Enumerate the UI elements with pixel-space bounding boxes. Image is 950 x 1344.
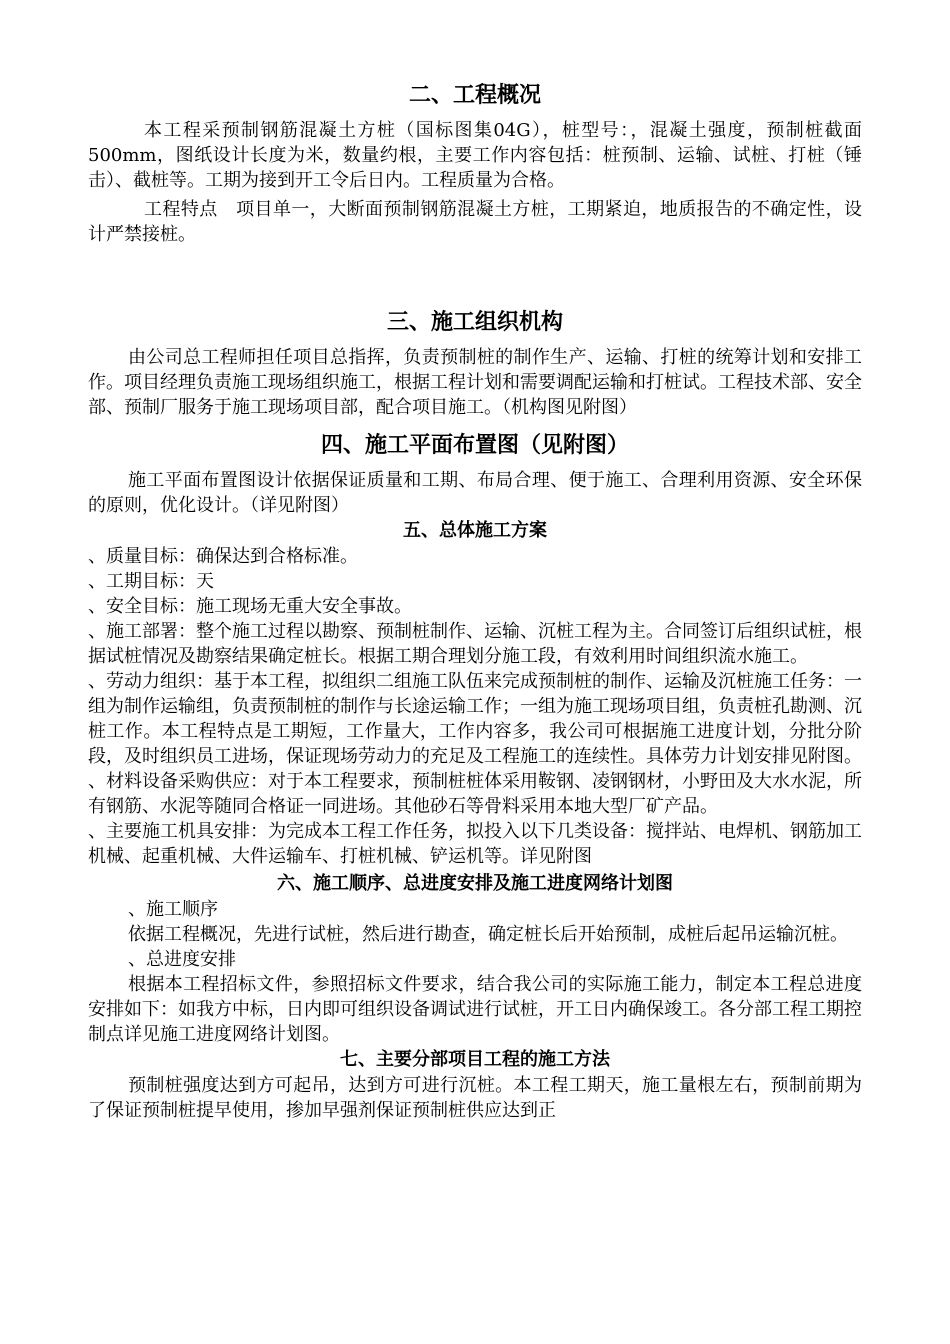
section-3-title: 三、施工组织机构 bbox=[386, 310, 563, 335]
section-2-title: 二、工程概况 bbox=[408, 83, 541, 108]
section-2-paragraph-1: 本工程采预制钢筋混凝土方桩（国标图集04G），桩型号：，混凝土强度，预制桩截面500mm，图纸设计长度为米，数量约根，主要工作内容包括：桩预制、运输、试桩、打桩（锤击）、截桩等。工期为接到开工令后日内。工程质量为合格。 bbox=[88, 120, 862, 191]
section-4-paragraph: 施工平面布置图设计依据保证质量和工期、布局合理、便于施工、合理利用资源、安全环保的原则，优化设计。（详见附图） bbox=[88, 470, 862, 516]
document-page bbox=[88, 78, 862, 1123]
section-4-title: 四、施工平面布置图（见附图） bbox=[320, 433, 629, 458]
section-6-subheading-1: 、施工顺序 bbox=[128, 899, 218, 920]
section-5-item: 、主要施工机具安排：为完成本工程工作任务，拟投入以下几类设备：搅拌站、电焊机、钢筋加工机械、起重机械、大件运输车、打桩机械、铲运机等。详见附图 bbox=[88, 821, 862, 867]
section-5-item: 、劳动力组织：基于本工程，拟组织二组施工队伍来完成预制桩的制作、运输及沉桩施工任务：一组为制作运输组，负责预制桩的制作与长途运输工作；一组为施工现场项目组，负责桩孔勘测、沉桩工作。本工程特点是工期短，工作量大，工作内容多，我公司可根据施工进度计划，分批分阶段，及时组织员工进场，保证现场劳动力的充足及工程施工的连续性。具体劳力计划安排见附图。 bbox=[88, 671, 862, 767]
section-6-subheading-2: 、总进度安排 bbox=[128, 949, 236, 970]
section-6-paragraph-1: 依据工程概况，先进行试桩，然后进行勘查，确定桩长后开始预制，成桩后起吊运输沉桩。 bbox=[128, 924, 848, 945]
section-6-paragraph-2: 根据本工程招标文件，参照招标文件要求，结合我公司的实际施工能力，制定本工程总进度安排如下：如我方中标，日内即可组织设备调试进行试桩，开工日内确保竣工。各分部工程工期控制点详见施工进度网络计划图。 bbox=[88, 974, 862, 1045]
section-7-title: 七、主要分部项目工程的施工方法 bbox=[340, 1049, 610, 1070]
section-5-item: 、材料设备采购供应：对于本工程要求，预制桩桩体采用鞍钢、凌钢钢材，小野田及大水水泥，所有钢筋、水泥等随同合格证一同进场。其他砂石等骨料采用本地大型厂矿产品。 bbox=[88, 771, 862, 817]
section-5-title: 五、总体施工方案 bbox=[403, 520, 547, 541]
section-7-paragraph: 预制桩强度达到方可起吊，达到方可进行沉桩。本工程工期天，施工量根左右，预制前期为了保证预制桩提早使用，掺加早强剂保证预制桩供应达到正 bbox=[88, 1075, 862, 1121]
section-5-item: 、工期目标：天 bbox=[88, 571, 214, 592]
section-5-item: 、安全目标：施工现场无重大安全事故。 bbox=[88, 596, 412, 617]
section-5-item: 、施工部署：整个施工过程以勘察、预制桩制作、运输、沉桩工程为主。合同签订后组织试桩，根据试桩情况及勘察结果确定桩长。根据工期合理划分施工段，有效利用时间组织流水施工。 bbox=[88, 621, 862, 667]
section-6-title: 六、施工顺序、总进度安排及施工进度网络计划图 bbox=[277, 873, 673, 894]
section-5-item: 、质量目标：确保达到合格标准。 bbox=[88, 546, 358, 567]
section-2-paragraph-2: 工程特点 项目单一，大断面预制钢筋混凝土方桩，工期紧迫，地质报告的不确定性，设计严禁接桩。 bbox=[88, 199, 862, 245]
section-3-paragraph: 由公司总工程师担任项目总指挥，负责预制桩的制作生产、运输、打桩的统筹计划和安排工作。项目经理负责施工现场组织施工，根据工程计划和需要调配运输和打桩试。工程技术部、安全部、预制厂服务于施工现场项目部，配合项目施工。（机构图见附图） bbox=[88, 347, 862, 418]
